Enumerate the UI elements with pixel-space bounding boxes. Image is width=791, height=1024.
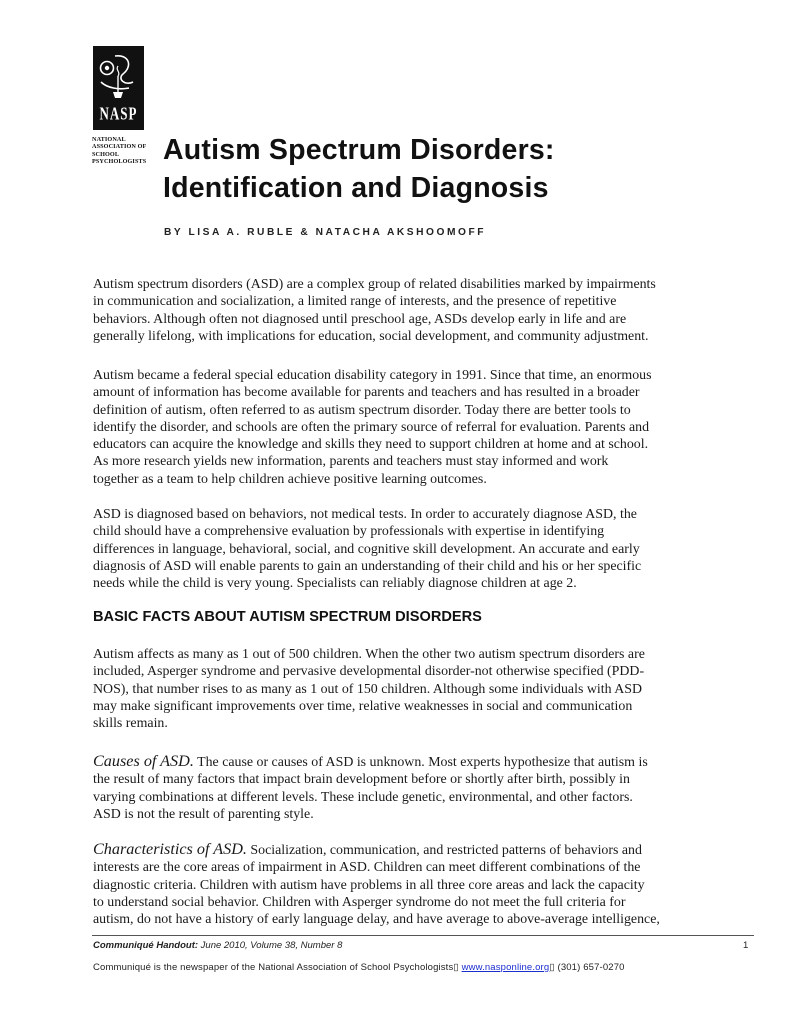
text-fragment: The cause or causes of ASD is unknown. Most experts hypothesize that autism is	[197, 755, 648, 770]
runin-heading-causes: Causes of ASD.	[93, 752, 194, 770]
text-line: varying combinations at different levels. These include genetic, environmental, and other factors.	[93, 789, 633, 805]
text-line: may make significant improvements over time, relative weaknesses in social and communication	[93, 698, 633, 714]
text-line: diagnosis of ASD will enable parents to gain an understanding of their child and his or her specific	[93, 558, 642, 574]
paragraph-history	[93, 367, 723, 488]
text-line: the result of many factors that impact brain development before or shortly after birth, possibly in	[93, 772, 630, 788]
footer-divider	[92, 935, 754, 936]
section-heading-basic-facts: BASIC FACTS ABOUT AUTISM SPECTRUM DISORDERS	[93, 609, 482, 625]
tagline-text: Communiqué is the newspaper of the National Association of School Psychologists	[93, 962, 454, 973]
issue-info: June 2010, Volume 38, Number 8	[200, 940, 343, 951]
text-line: differences in language, behavioral, social, and cognitive skill development. An accurate and early	[93, 541, 640, 557]
text-line: generally lifelong, with implications for education, social development, and community adjustment.	[93, 328, 649, 344]
page-number: 1	[743, 940, 749, 951]
text-line: ASD is not the result of parenting style.	[93, 806, 314, 822]
text-line: NOS), that number rises to as many as 1 out of 150 children. Although some individuals with ASD	[93, 681, 643, 697]
text-line: Autism became a federal special education disability category in 1991. Since that time, an enormous	[93, 368, 652, 383]
organization-name	[92, 136, 162, 166]
paragraph-intro	[93, 276, 723, 345]
text-line: included, Asperger syndrome and pervasive developmental disorder-not otherwise specified (PDD-	[93, 664, 645, 680]
paragraph-diagnosis	[93, 506, 723, 592]
logo-text: NASP	[99, 103, 138, 124]
separator-glyph: ▯	[453, 962, 459, 973]
text-line: in communication and socialization, a limited range of interests, and the presence of repetitive	[93, 294, 617, 310]
text-fragment: Socialization, communication, and restricted patterns of behaviors and	[250, 843, 642, 858]
paragraph-prevalence	[93, 646, 723, 732]
text-line: educators can acquire the knowledge and skills they need to support children at home and at school.	[93, 437, 649, 453]
text-line: child should have a comprehensive evaluation by professionals with expertise in identifying	[93, 524, 605, 540]
org-name-line: NATIONAL	[92, 136, 126, 143]
org-name-line: ASSOCIATION OF	[92, 143, 147, 151]
text-line: Autism spectrum disorders (ASD) are a complex group of related disabilities marked by impairments	[93, 277, 656, 292]
nasp-logo	[93, 46, 144, 130]
text-line	[93, 753, 723, 771]
text-line: definition of autism, often referred to as autism spectrum disorder. Today there are better tools to	[93, 402, 631, 418]
text-line: needs while the child is very young. Specialists can reliably diagnose children at age 2.	[93, 576, 577, 592]
text-line: skills remain.	[93, 716, 168, 732]
org-name-line: SCHOOL	[92, 150, 120, 158]
phone-number: (301) 657-0270	[557, 962, 625, 973]
text-line: behaviors. Although often not diagnosed until preschool age, ASDs develop early in life and are	[93, 311, 627, 327]
text-line: amount of information has become available for parents and teachers and has resulted in a broader	[93, 385, 640, 401]
runin-heading-characteristics: Characteristics of ASD.	[93, 840, 247, 858]
title-line-2: Identification and Diagnosis	[163, 172, 549, 204]
text-line: Autism affects as many as 1 out of 500 children. When the other two autism spectrum disorders are	[93, 647, 645, 662]
text-line: autism, do not have a history of early language delay, and have average to above-average intelligence,	[93, 912, 660, 928]
publication-name: Communiqué Handout:	[93, 940, 199, 951]
text-line: ASD is diagnosed based on behaviors, not medical tests. In order to accurately diagnose ASD, the	[93, 507, 637, 522]
footer-tagline	[93, 962, 625, 973]
title-line-1: Autism Spectrum Disorders:	[163, 134, 555, 166]
paragraph-characteristics	[93, 841, 723, 928]
text-line: identify the disorder, and schools are often the primary source of referral for evaluation. Parents and	[93, 419, 650, 435]
byline: BY LISA A. RUBLE & NATACHA AKSHOOMOFF	[164, 227, 487, 238]
text-line: to understand social behavior. Children with Asperger syndrome do not meet the full criteria for	[93, 894, 626, 910]
website-link[interactable]: www.nasponline.org	[461, 962, 550, 973]
text-line: diagnostic criteria. Children with autism have problems in all three core areas and lack the capacity	[93, 877, 645, 893]
text-line: As more research yields new information, parents and teachers must stay informed and work	[93, 454, 609, 470]
text-line	[93, 841, 723, 859]
page-title	[163, 131, 555, 207]
org-name-line: PSYCHOLOGISTS	[92, 158, 147, 166]
text-line: interests are the core areas of impairment in ASD. Children can meet different combinations of the	[93, 860, 641, 876]
paragraph-causes	[93, 753, 723, 823]
footer-publication	[93, 940, 342, 951]
text-line: together as a team to help children achieve positive learning outcomes.	[93, 471, 487, 487]
separator-glyph: ▯	[549, 962, 555, 973]
